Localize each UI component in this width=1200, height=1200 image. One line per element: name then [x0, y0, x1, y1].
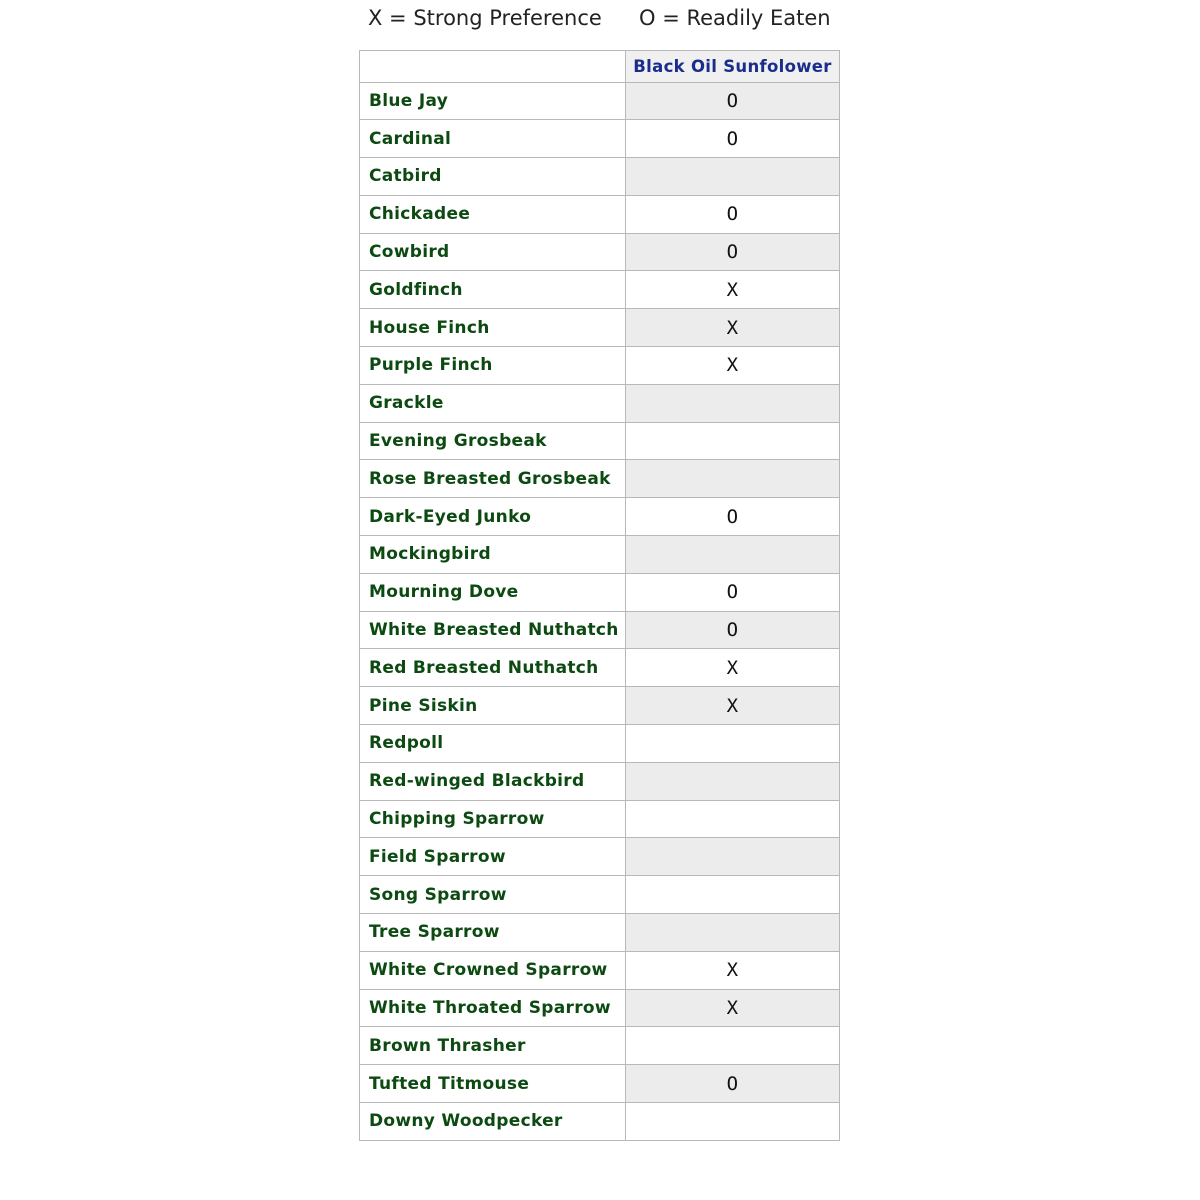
bird-name-cell: Evening Grosbeak: [360, 422, 626, 460]
bird-name-cell: Mockingbird: [360, 536, 626, 574]
preference-value-cell: O: [626, 611, 840, 649]
preference-value-cell: [626, 914, 840, 952]
table-row: [360, 611, 840, 649]
preference-value-cell: X: [626, 951, 840, 989]
bird-name-cell: Mourning Dove: [360, 573, 626, 611]
table-row: [360, 384, 840, 422]
preference-value-cell: X: [626, 989, 840, 1027]
table-row: [360, 838, 840, 876]
bird-name-cell: Cowbird: [360, 233, 626, 271]
bird-name-cell: Purple Finch: [360, 347, 626, 385]
table-row: [360, 309, 840, 347]
bird-name-cell: Red-winged Blackbird: [360, 762, 626, 800]
table-row: [360, 762, 840, 800]
bird-name-cell: White Throated Sparrow: [360, 989, 626, 1027]
table-row: [360, 82, 840, 120]
preference-value-cell: [626, 536, 840, 574]
preference-value-cell: O: [626, 1065, 840, 1103]
bird-name-cell: Chipping Sparrow: [360, 800, 626, 838]
preference-value-cell: O: [626, 82, 840, 120]
bird-name-cell: House Finch: [360, 309, 626, 347]
preference-value-cell: [626, 158, 840, 196]
preference-value-cell: X: [626, 309, 840, 347]
table-row: [360, 914, 840, 952]
table-row: [360, 989, 840, 1027]
bird-name-cell: Brown Thrasher: [360, 1027, 626, 1065]
preference-value-cell: [626, 876, 840, 914]
bird-preference-table: [359, 50, 840, 1141]
bird-name-cell: Cardinal: [360, 120, 626, 158]
bird-name-cell: Red Breasted Nuthatch: [360, 649, 626, 687]
legend-readily-eaten: O = Readily Eaten: [639, 6, 831, 30]
preference-value-cell: X: [626, 271, 840, 309]
preference-value-cell: O: [626, 120, 840, 158]
table-row: [360, 347, 840, 385]
preference-value-cell: [626, 422, 840, 460]
table-row: [360, 1065, 840, 1103]
bird-name-cell: Chickadee: [360, 195, 626, 233]
bird-name-cell: Field Sparrow: [360, 838, 626, 876]
bird-name-cell: Song Sparrow: [360, 876, 626, 914]
bird-name-cell: Redpoll: [360, 725, 626, 763]
table-row: [360, 271, 840, 309]
legend: [368, 6, 848, 36]
table-row: [360, 120, 840, 158]
table-row: [360, 649, 840, 687]
bird-name-cell: Pine Siskin: [360, 687, 626, 725]
bird-name-cell: Tufted Titmouse: [360, 1065, 626, 1103]
bird-name-cell: Goldfinch: [360, 271, 626, 309]
bird-name-cell: Downy Woodpecker: [360, 1103, 626, 1141]
table-row: [360, 573, 840, 611]
preference-value-cell: O: [626, 195, 840, 233]
table-row: [360, 1027, 840, 1065]
table-body: [360, 51, 840, 1141]
table-row: [360, 687, 840, 725]
corner-cell: [360, 51, 626, 83]
preference-value-cell: O: [626, 573, 840, 611]
bird-name-cell: Dark-Eyed Junko: [360, 498, 626, 536]
table-row: [360, 422, 840, 460]
preference-value-cell: O: [626, 233, 840, 271]
preference-value-cell: X: [626, 649, 840, 687]
preference-value-cell: [626, 1027, 840, 1065]
preference-value-cell: X: [626, 347, 840, 385]
table-header-row: [360, 51, 840, 83]
table-row: [360, 800, 840, 838]
preference-value-cell: X: [626, 687, 840, 725]
preference-value-cell: [626, 838, 840, 876]
table-row: [360, 536, 840, 574]
bird-name-cell: White Crowned Sparrow: [360, 951, 626, 989]
column-header-black-oil-sunflower: Black Oil Sunfolower: [626, 51, 840, 83]
table-row: [360, 233, 840, 271]
table-row: [360, 158, 840, 196]
table-row: [360, 951, 840, 989]
table-row: [360, 876, 840, 914]
preference-value-cell: [626, 1103, 840, 1141]
preference-value-cell: [626, 800, 840, 838]
bird-name-cell: Catbird: [360, 158, 626, 196]
preference-value-cell: [626, 384, 840, 422]
preference-value-cell: [626, 725, 840, 763]
bird-name-cell: Grackle: [360, 384, 626, 422]
legend-strong-preference: X = Strong Preference: [368, 6, 602, 30]
table-row: [360, 498, 840, 536]
preference-value-cell: [626, 460, 840, 498]
bird-name-cell: Tree Sparrow: [360, 914, 626, 952]
bird-name-cell: White Breasted Nuthatch: [360, 611, 626, 649]
bird-name-cell: Blue Jay: [360, 82, 626, 120]
table-row: [360, 460, 840, 498]
table-row: [360, 195, 840, 233]
table-row: [360, 1103, 840, 1141]
preference-value-cell: O: [626, 498, 840, 536]
preference-value-cell: [626, 762, 840, 800]
table-row: [360, 725, 840, 763]
bird-name-cell: Rose Breasted Grosbeak: [360, 460, 626, 498]
